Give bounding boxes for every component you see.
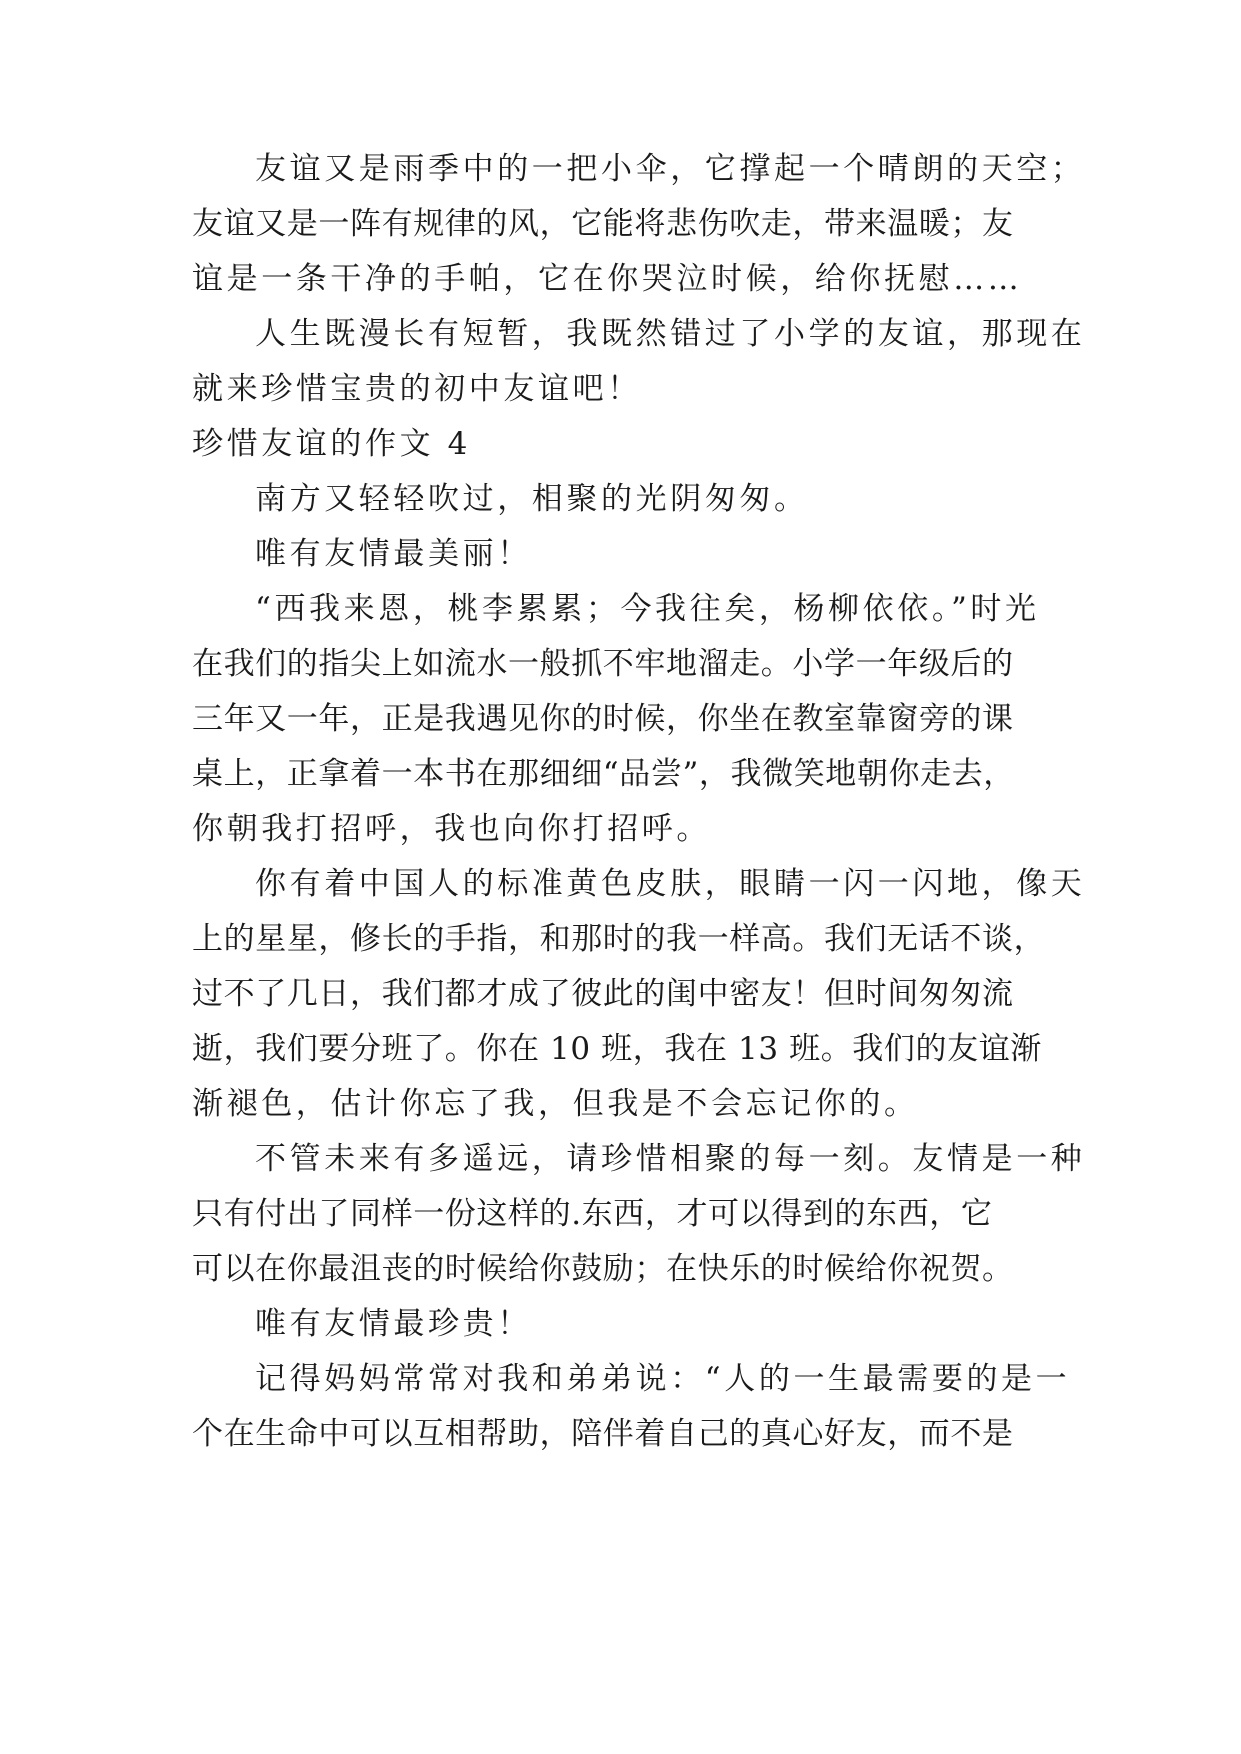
text-line: 谊是一条干净的手帕，它在你哭泣时候，给你抚慰…… (192, 261, 1023, 297)
text-line: 友谊又是一阵有规律的风，它能将悲伤吹走，带来温暖；友 (192, 206, 1014, 242)
text-line: 在我们的指尖上如流水一般抓不牢地溜走。小学一年级后的 (192, 646, 1014, 682)
text-line: “西我来恩，桃李累累；今我往矣，杨柳依依。”时光 (255, 591, 1040, 627)
text-line: 不管未来有多遥远，请珍惜相聚的每一刻。友情是一种 (255, 1141, 1086, 1177)
text-line: 桌上，正拿着一本书在那细细“品尝”，我微笑地朝你走去， (192, 756, 1015, 792)
text-line: 过不了几日，我们都才成了彼此的闺中密友！但时间匆匆流 (192, 976, 1014, 1012)
text-line: 逝，我们要分班了。你在 10 班，我在 13 班。我们的友谊渐 (192, 1031, 1042, 1067)
section-heading: 珍惜友谊的作文 4 (192, 426, 471, 462)
text-line: 人生既漫长有短暂，我既然错过了小学的友谊，那现在 (255, 316, 1086, 352)
text-line: 唯有友情最美丽！ (255, 536, 532, 572)
text-line: 记得妈妈常常对我和弟弟说：“人的一生最需要的是一 (255, 1361, 1071, 1397)
text-line: 个在生命中可以互相帮助，陪伴着自己的真心好友，而不是 (192, 1416, 1014, 1452)
text-line: 只有付出了同样一份这样的.东西，才可以得到的东西，它 (192, 1196, 993, 1232)
text-line: 渐褪色，估计你忘了我，但我是不会忘记你的。 (192, 1086, 919, 1122)
text-line: 南方又轻轻吹过，相聚的光阴匆匆。 (255, 481, 809, 517)
text-line: 你有着中国人的标准黄色皮肤，眼睛一闪一闪地，像天 (255, 866, 1086, 902)
text-line: 友谊又是雨季中的一把小伞，它撑起一个晴朗的天空； (255, 151, 1086, 187)
text-line: 你朝我打招呼，我也向你打招呼。 (192, 811, 711, 847)
text-line: 可以在你最沮丧的时候给你鼓励；在快乐的时候给你祝贺。 (192, 1251, 1014, 1287)
text-line: 三年又一年，正是我遇见你的时候，你坐在教室靠窗旁的课 (192, 701, 1014, 737)
text-line: 就来珍惜宝贵的初中友谊吧！ (192, 371, 642, 407)
text-line: 上的星星，修长的手指，和那时的我一样高。我们无话不谈， (192, 921, 1046, 957)
text-line: 唯有友情最珍贵！ (255, 1306, 532, 1342)
